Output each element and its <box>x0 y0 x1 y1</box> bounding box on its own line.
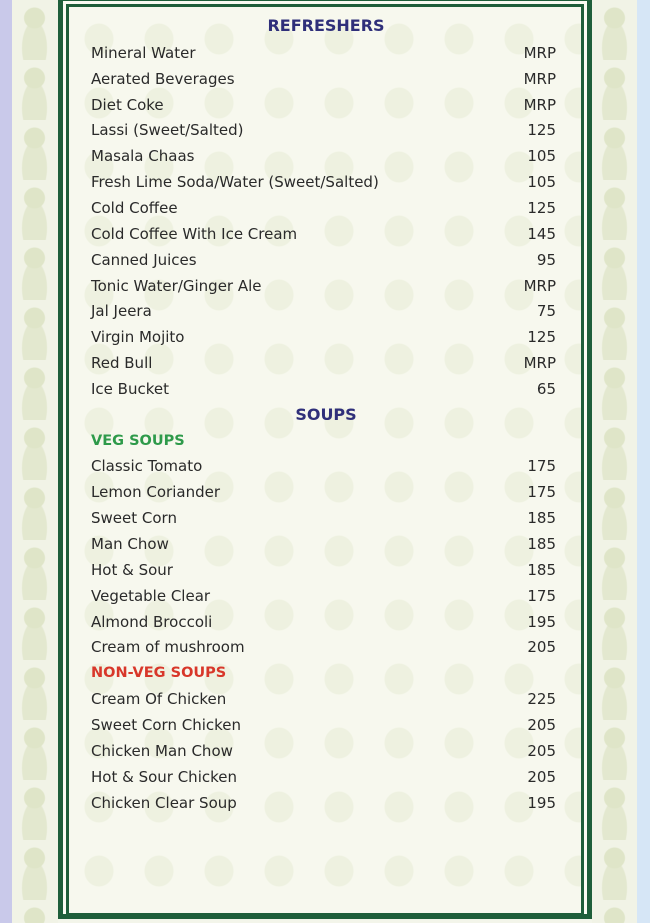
section-title-soups: SOUPS <box>295 404 357 424</box>
menu-item <box>91 611 556 633</box>
item-name: Man Chow <box>91 535 169 553</box>
subsection-veg-soups: VEG SOUPS <box>91 432 185 449</box>
item-price: 125 <box>527 198 556 217</box>
menu-item <box>91 197 556 219</box>
item-name: Vegetable Clear <box>91 586 211 605</box>
item-name: Cold Coffee <box>91 198 178 217</box>
menu-item <box>91 378 556 400</box>
item-price: 195 <box>527 793 556 812</box>
item-name: Chicken Man Chow <box>91 741 233 760</box>
section-title-refreshers: REFRESHERS <box>267 16 385 35</box>
left-edge <box>0 0 12 923</box>
item-name: Mineral Water <box>91 43 196 62</box>
item-name: Sweet Corn <box>91 509 177 528</box>
item-price: MRP <box>523 276 556 295</box>
right-edge <box>637 0 650 923</box>
item-price: 185 <box>527 560 556 579</box>
item-name: Lemon Coriander <box>91 483 220 502</box>
menu-item <box>91 326 556 348</box>
item-price: 175 <box>527 457 556 476</box>
item-price: 105 <box>527 147 556 166</box>
item-name: Cream Of Chicken <box>91 690 227 709</box>
item-price: 225 <box>527 690 556 709</box>
item-price: 195 <box>527 612 556 631</box>
item-name: Cream of mushroom <box>91 638 245 657</box>
item-name: Ice Bucket <box>91 379 169 398</box>
item-price: 95 <box>536 250 556 269</box>
menu-item <box>91 223 556 245</box>
menu-item <box>91 42 556 64</box>
menu-item <box>91 792 556 814</box>
menu-item <box>91 533 556 555</box>
menu-item <box>91 145 556 167</box>
item-price: MRP <box>523 43 556 62</box>
item-name: Jal Jeera <box>91 302 152 321</box>
menu-item <box>91 249 556 271</box>
item-name: Classic Tomato <box>91 457 203 476</box>
item-price: 175 <box>527 586 556 605</box>
damask-border-left <box>12 0 58 923</box>
item-name: Red Bull <box>91 354 153 373</box>
item-name: Virgin Mojito <box>91 328 185 347</box>
menu-item <box>91 300 556 322</box>
item-price: MRP <box>523 95 556 114</box>
menu-item <box>91 714 556 736</box>
item-price: 125 <box>527 121 556 140</box>
menu-item <box>91 636 556 658</box>
menu-item <box>91 507 556 529</box>
item-price: 105 <box>527 173 556 192</box>
menu-item <box>91 119 556 141</box>
item-name: Fresh Lime Soda/Water (Sweet/Salted) <box>91 173 379 192</box>
item-price: MRP <box>523 69 556 88</box>
item-price: 205 <box>527 741 556 760</box>
subsection-nonveg-soups: NON-VEG SOUPS <box>91 665 227 682</box>
item-name: Sweet Corn Chicken <box>91 715 242 734</box>
item-price: 75 <box>536 302 556 321</box>
item-name: Hot & Sour Chicken <box>91 767 237 786</box>
item-name: Diet Coke <box>91 95 164 114</box>
menu-item <box>91 171 556 193</box>
menu-item <box>91 68 556 90</box>
item-name: Tonic Water/Ginger Ale <box>91 276 262 295</box>
menu-item <box>91 740 556 762</box>
item-price: 185 <box>527 535 556 553</box>
menu-item <box>91 688 556 710</box>
menu-item <box>91 481 556 503</box>
item-name: Chicken Clear Soup <box>91 793 237 812</box>
item-name: Canned Juices <box>91 250 197 269</box>
damask-border-right <box>592 0 637 923</box>
item-name: Masala Chaas <box>91 147 195 166</box>
item-price: 65 <box>536 379 556 398</box>
item-name: Cold Coffee With Ice Cream <box>91 224 298 243</box>
item-name: Almond Broccoli <box>91 612 213 631</box>
menu-item <box>91 766 556 788</box>
menu-item <box>91 559 556 581</box>
item-price: MRP <box>523 354 556 373</box>
item-name: Aerated Beverages <box>91 69 235 88</box>
item-price: 145 <box>527 224 556 243</box>
item-price: 205 <box>527 638 556 657</box>
item-price: 185 <box>527 509 556 528</box>
item-price: 205 <box>527 715 556 734</box>
menu-item <box>91 352 556 374</box>
menu-item <box>91 275 556 297</box>
item-name: Hot & Sour <box>91 560 173 579</box>
menu-item <box>91 455 556 477</box>
item-price: 205 <box>527 767 556 786</box>
menu-item <box>91 585 556 607</box>
menu-item <box>91 94 556 116</box>
item-price: 175 <box>527 483 556 502</box>
item-name: Lassi (Sweet/Salted) <box>91 121 244 140</box>
item-price: 125 <box>527 328 556 347</box>
